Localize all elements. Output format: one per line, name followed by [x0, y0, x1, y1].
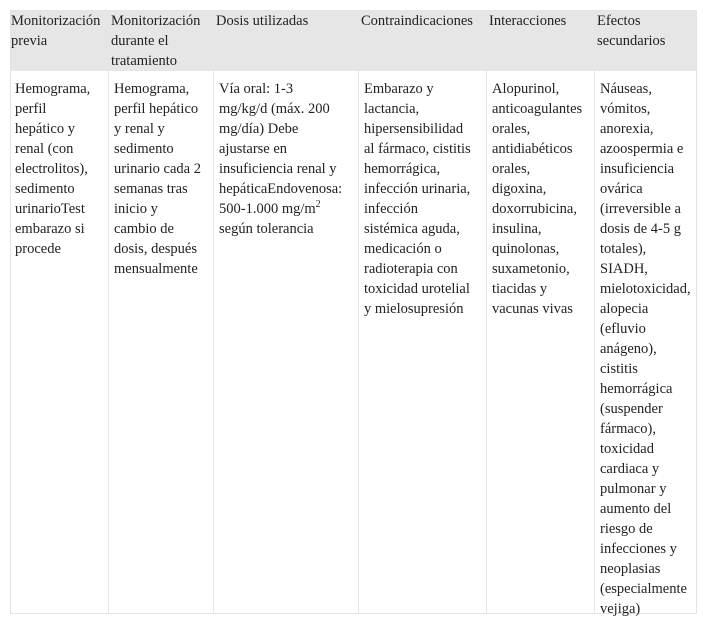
cell-text: neoplasias: [600, 561, 661, 577]
cell-text: pulmonar y: [600, 481, 667, 497]
cell-text: embarazo si: [15, 221, 85, 237]
cell-text: ovárica: [600, 181, 643, 197]
cell-text: al fármaco, cistitis: [364, 141, 471, 157]
header-monitorizacion-durante: [111, 11, 200, 71]
cell-text: perfil hepático: [114, 101, 199, 117]
cell-text: hemorrágica: [600, 381, 673, 397]
cell-text: doxorrubicina,: [492, 201, 577, 217]
cell-text: (especialmente: [600, 581, 687, 597]
cell-text: (suspender: [600, 401, 663, 417]
cell-text: infección: [364, 201, 418, 217]
cell-text: y mielosupresión: [364, 301, 464, 317]
cell-text: tiacidas y: [492, 281, 548, 297]
cell-text: Vía oral: 1-3: [219, 81, 294, 97]
cell-text: Náuseas,: [600, 81, 652, 97]
cell-monitorizacion-previa: [15, 79, 90, 259]
cell-text: mg/kg/d (máx. 200: [219, 101, 330, 117]
header-dosis: [216, 11, 308, 31]
cell-text: orales,: [492, 121, 531, 137]
cell-text: (efluvio: [600, 321, 646, 337]
header-text: durante el: [111, 33, 169, 49]
cell-text: digoxina,: [492, 181, 547, 197]
cell-text: suxametonio,: [492, 261, 570, 277]
cell-text: sedimento: [114, 141, 174, 157]
cell-text: vejiga): [600, 601, 641, 617]
cell-text: dosis, después: [114, 241, 197, 257]
cell-text: dosis de 4-5 g: [600, 221, 681, 237]
cell-text: medicación o: [364, 241, 442, 257]
table-row: [11, 71, 696, 617]
cell-text: totales),: [600, 241, 647, 257]
header-text: previa: [11, 33, 48, 49]
drug-info-table: [10, 10, 697, 617]
cell-text: Hemograma,: [15, 81, 91, 97]
cell-text: renal (con: [15, 141, 74, 157]
header-text: Efectos: [597, 13, 641, 29]
cell-text: fármaco),: [600, 421, 656, 437]
header-text: Dosis utilizadas: [216, 13, 309, 29]
cell-text: anorexia,: [600, 121, 654, 137]
cell-interacciones: [492, 79, 582, 319]
cell-text: riesgo de: [600, 521, 653, 537]
header-text: secundarios: [597, 33, 666, 49]
dose-line: [219, 199, 342, 219]
cell-text: hepático y: [15, 121, 75, 137]
cell-text: procede: [15, 241, 61, 257]
cell-dosis: [219, 79, 342, 239]
cell-text: aumento del: [600, 501, 672, 517]
cell-text: sedimento: [15, 181, 75, 197]
cell-text: urinario cada 2: [114, 161, 201, 177]
cell-text: y renal y: [114, 121, 165, 137]
cell-text: electrolitos),: [15, 161, 88, 177]
cell-text: cistitis: [600, 361, 638, 377]
cell-text: infecciones y: [600, 541, 677, 557]
cell-text: hipersensibilidad: [364, 121, 464, 137]
header-monitorizacion-previa: [11, 11, 100, 51]
cell-text: semanas tras: [114, 181, 188, 197]
header-text: tratamiento: [111, 53, 178, 69]
cell-text: inicio y: [114, 201, 158, 217]
cell-text: Embarazo y: [364, 81, 434, 97]
cell-text: lactancia,: [364, 101, 420, 117]
cell-text: vómitos,: [600, 101, 651, 117]
cell-text: mg/día) Debe: [219, 121, 299, 137]
cell-text: insuficiencia renal y: [219, 161, 337, 177]
cell-text: toxicidad urotelial: [364, 281, 470, 297]
cell-text: insulina,: [492, 221, 542, 237]
header-text: Contraindicaciones: [361, 13, 473, 29]
cell-text: hemorrágica,: [364, 161, 441, 177]
cell-text: cambio de: [114, 221, 174, 237]
cell-text: urinarioTest: [15, 201, 85, 217]
header-text: Monitorización: [111, 13, 201, 29]
cell-text: Alopurinol,: [492, 81, 560, 97]
header-text: Interacciones: [489, 13, 567, 29]
cell-text: mensualmente: [114, 261, 198, 277]
cell-text: Hemograma,: [114, 81, 190, 97]
header-contraindicaciones: [361, 11, 473, 31]
cell-text: insuficiencia: [600, 161, 675, 177]
header-efectos: [597, 11, 665, 51]
cell-text: anticoagulantes: [492, 101, 583, 117]
cell-text: alopecia: [600, 301, 649, 317]
table-header-row: [11, 11, 696, 71]
cell-text: antidiabéticos: [492, 141, 573, 157]
cell-text: mielotoxicidad,: [600, 281, 691, 297]
cell-text: toxicidad: [600, 441, 654, 457]
dose-superscript: 2: [315, 199, 321, 211]
cell-text: infección urinaria,: [364, 181, 471, 197]
cell-text: orales,: [492, 161, 531, 177]
cell-text: SIADH,: [600, 261, 648, 277]
header-interacciones: [489, 11, 566, 31]
cell-contraindicaciones: [364, 79, 471, 319]
dose-text: 500-1.000 mg/m: [219, 201, 316, 217]
cell-text: radioterapia con: [364, 261, 458, 277]
cell-monitorizacion-durante: [114, 79, 201, 279]
cell-text: quinolonas,: [492, 241, 560, 257]
cell-text: ajustarse en: [219, 141, 288, 157]
cell-text: hepáticaEndovenosa:: [219, 181, 343, 197]
header-text: Monitorización: [11, 13, 101, 29]
cell-text: perfil: [15, 101, 47, 117]
cell-text: cardiaca y: [600, 461, 660, 477]
cell-text: anágeno),: [600, 341, 657, 357]
cell-efectos: [600, 79, 691, 619]
cell-text: según tolerancia: [219, 221, 314, 237]
cell-text: azoospermia e: [600, 141, 684, 157]
cell-text: sistémica aguda,: [364, 221, 460, 237]
cell-text: vacunas vivas: [492, 301, 573, 317]
cell-text: (irreversible a: [600, 201, 681, 217]
